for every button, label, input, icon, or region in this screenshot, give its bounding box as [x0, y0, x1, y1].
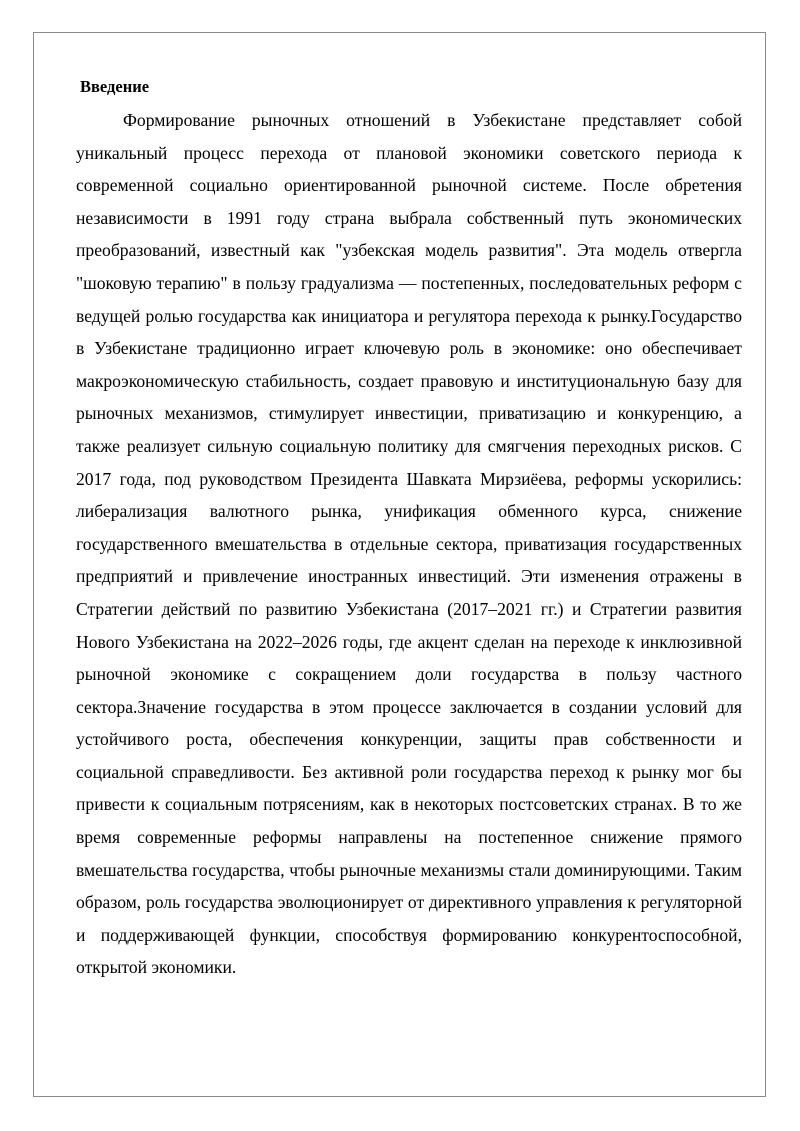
body-paragraph: Формирование рыночных отношений в Узбекистане представляет собой уникальный процесс перехода от плановой экономики советского периода к современной социально ориентированной рыночной системе. После обретения независимости в 1991 году страна выбрала собственный путь экономических преобразований, известный как "узбекская модель развития". Эта модель отвергла "шоковую терапию" в пользу градуализма — постепенных, последовательных реформ с ведущей ролью государства как инициатора и регулятора перехода к рынку.Государство в Узбекистане традиционно играет ключевую роль в экономике: оно обеспечивает макроэкономическую стабильность, создает правовую и институциональную базу для рыночных механизмов, стимулирует инвестиции, приватизацию и конкуренцию, а также реализует сильную социальную политику для смягчения переходных рисков. С 2017 года, под руководством Президента Шавката Мирзиёева, реформы ускорились: либерализация валютного рынка, унификация обменного курса, снижение государственного вмешательства в отдельные сектора, приватизация государственных предприятий и привлечение иностранных инвестиций. Эти изменения отражены в Стратегии действий по развитию Узбекистана (2017–2021 гг.) и Стратегии развития Нового Узбекистана на 2022–2026 годы, где акцент сделан на переходе к инклюзивной рыночной экономике с сокращением доли государства в пользу частного сектора.Значение государства в этом процессе заключается в создании условий для устойчивого роста, обеспечения конкуренции, защиты прав собственности и социальной справедливости. Без активной роли государства переход к рынку мог бы привести к социальным потрясениям, как в некоторых постсоветских странах. В то же время современные реформы направлены на постепенное снижение прямого вмешательства государства, чтобы рыночные механизмы стали доминирующими. Таким образом, роль государства эволюционирует от директивного управления к регуляторной и поддерживающей функции, способствуя формированию конкурентоспособной, открытой экономики.	[76, 110, 742, 978]
section-heading: Введение	[80, 77, 150, 96]
